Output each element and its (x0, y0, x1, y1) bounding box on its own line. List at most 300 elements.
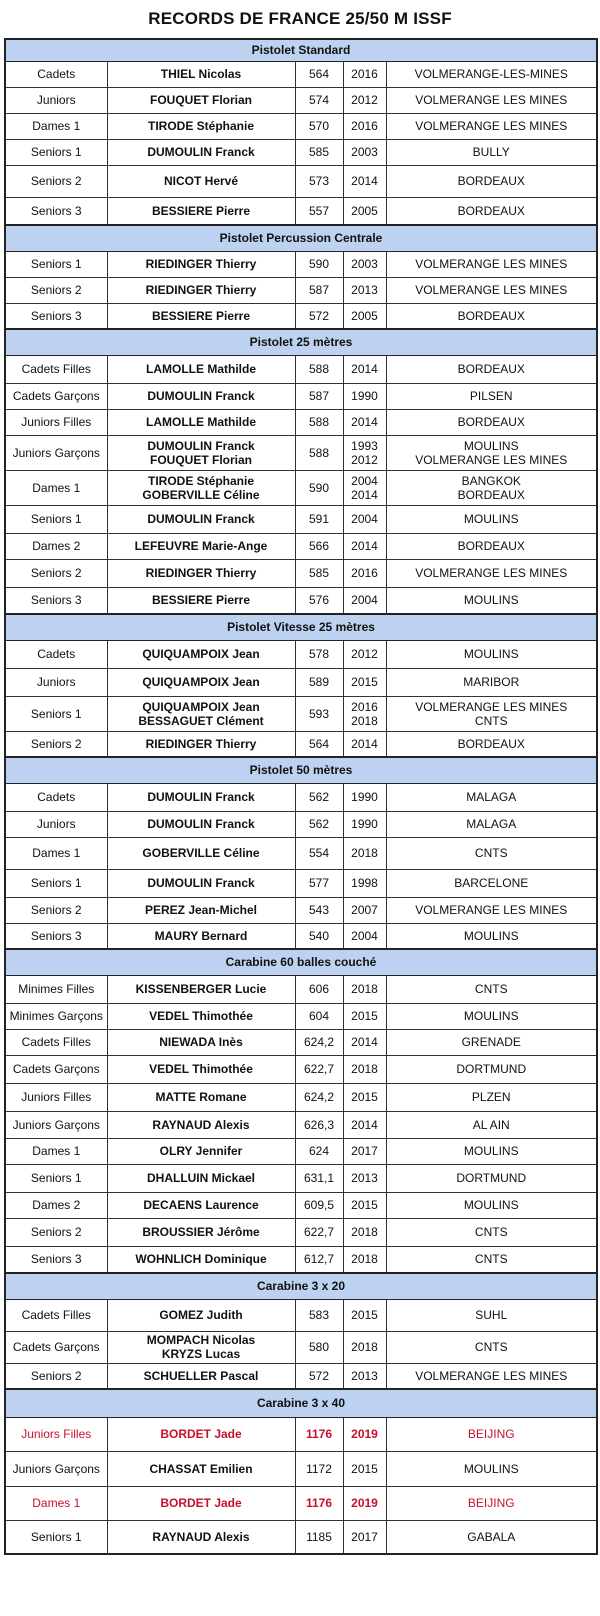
shooter-name-cell (107, 409, 295, 435)
cell-line: BESSIERE Pierre (151, 308, 251, 323)
year-cell (343, 1083, 386, 1111)
score-cell: 626,3 (295, 1111, 343, 1138)
cell-line: 2004 (351, 473, 378, 488)
cell-line: PEREZ Jean-Michel (144, 903, 258, 917)
record-row (5, 197, 597, 225)
shooter-name-cell (107, 87, 295, 113)
category-cell: Cadets Garçons (5, 1331, 107, 1363)
category-cell: Cadets (5, 783, 107, 811)
cell-line: LEFEUVRE Marie-Ange (134, 539, 268, 553)
page-title: RECORDS DE FRANCE 25/50 M ISSF (148, 9, 452, 28)
cell-line: 2018 (351, 1340, 378, 1354)
category-cell: Cadets (5, 61, 107, 87)
record-row (5, 640, 597, 668)
record-row (5, 470, 597, 505)
year-cell (343, 197, 386, 225)
score-cell: 573 (295, 165, 343, 197)
shooter-name-cell (107, 435, 295, 470)
place-cell (386, 251, 597, 277)
cell-line: PILSEN (469, 389, 513, 403)
place-cell (386, 470, 597, 505)
cell-line: MOULINS (463, 512, 519, 526)
shooter-name-cell (107, 1003, 295, 1029)
score-cell: 1172 (295, 1451, 343, 1486)
category-cell: Seniors 1 (5, 1520, 107, 1554)
record-row (5, 1003, 597, 1029)
records-table (4, 38, 598, 1555)
shooter-name-cell (107, 1218, 295, 1246)
shooter-name-cell (107, 505, 295, 533)
category-cell: Seniors 3 (5, 303, 107, 329)
year-cell (343, 783, 386, 811)
score-cell: 590 (295, 251, 343, 277)
cell-line: 2016 (351, 566, 378, 580)
cell-line: 2019 (351, 1496, 378, 1510)
place-cell (386, 165, 597, 197)
record-row (5, 1111, 597, 1138)
place-cell (386, 783, 597, 811)
cell-line: VOLMERANGE LES MINES (415, 283, 568, 297)
place-cell (386, 869, 597, 897)
cell-line: CHASSAT Emilien (149, 1461, 253, 1476)
record-row (5, 1083, 597, 1111)
cell-line: GOMEZ Judith (159, 1308, 243, 1322)
score-cell: 585 (295, 559, 343, 587)
section-title: Carabine 3 x 40 (5, 1389, 597, 1417)
record-row (5, 869, 597, 897)
shooter-name-cell (107, 197, 295, 225)
cell-line: LAMOLLE Mathilde (146, 362, 256, 376)
place-cell (386, 1331, 597, 1363)
cell-line: BESSAGUET Clément (138, 713, 264, 728)
cell-line: 2014 (351, 487, 378, 502)
category-cell: Cadets (5, 640, 107, 668)
place-cell (386, 1138, 597, 1164)
year-cell (343, 1111, 386, 1138)
record-row (5, 1164, 597, 1192)
category-cell: Juniors Garçons (5, 435, 107, 470)
year-cell (343, 1003, 386, 1029)
cell-line: MARIBOR (463, 675, 520, 689)
cell-line: 2017 (351, 1144, 378, 1158)
cell-line: 2014 (351, 174, 378, 188)
cell-line: MOULINS (463, 438, 519, 453)
section-title: Pistolet Percussion Centrale (5, 225, 597, 251)
year-cell (343, 1218, 386, 1246)
category-cell: Dames 1 (5, 1138, 107, 1164)
cell-line: RIEDINGER Thierry (145, 566, 257, 580)
year-cell (343, 696, 386, 731)
cell-line: CNTS (474, 1340, 508, 1354)
place-cell (386, 1111, 597, 1138)
year-cell (343, 640, 386, 668)
score-cell: 543 (295, 897, 343, 923)
shooter-name-cell (107, 1246, 295, 1273)
record-row (5, 113, 597, 139)
category-cell: Seniors 2 (5, 1363, 107, 1389)
category-cell: Seniors 3 (5, 587, 107, 614)
cell-line: QUIQUAMPOIX Jean (142, 647, 260, 661)
year-cell (343, 1138, 386, 1164)
cell-line: MOULINS (463, 1009, 519, 1023)
place-cell (386, 587, 597, 614)
place-cell (386, 505, 597, 533)
category-cell: Juniors Garçons (5, 1451, 107, 1486)
year-cell (343, 975, 386, 1003)
cell-line: MOULINS (463, 1461, 519, 1476)
category-cell: Seniors 3 (5, 1246, 107, 1273)
record-row (5, 1055, 597, 1083)
place-cell (386, 640, 597, 668)
year-cell (343, 435, 386, 470)
cell-line: 2015 (351, 1461, 378, 1476)
record-row (5, 811, 597, 837)
cell-line: CNTS (474, 1252, 508, 1267)
cell-line: 2012 (351, 647, 378, 661)
record-row (5, 1192, 597, 1218)
cell-line: RIEDINGER Thierry (145, 257, 257, 271)
score-cell: 588 (295, 409, 343, 435)
year-cell (343, 1029, 386, 1055)
record-row (5, 587, 597, 614)
place-cell (386, 1520, 597, 1554)
score-cell: 572 (295, 303, 343, 329)
score-cell: 566 (295, 533, 343, 559)
year-cell (343, 355, 386, 383)
cell-line: 2013 (351, 283, 378, 297)
place-cell (386, 1218, 597, 1246)
cell-line: VEDEL Thimothée (149, 1062, 253, 1076)
score-cell: 1185 (295, 1520, 343, 1554)
cell-line: BORDEAUX (457, 308, 525, 323)
score-cell: 574 (295, 87, 343, 113)
year-cell (343, 87, 386, 113)
section-header-row (5, 614, 597, 640)
cell-line: BORDEAUX (457, 203, 525, 218)
score-cell: 580 (295, 1331, 343, 1363)
category-cell: Juniors (5, 668, 107, 696)
shooter-name-cell (107, 303, 295, 329)
shooter-name-cell (107, 1363, 295, 1389)
cell-line: 2012 (351, 93, 378, 107)
place-cell (386, 1029, 597, 1055)
place-cell (386, 923, 597, 949)
cell-line: DUMOULIN Franck (147, 512, 255, 526)
category-cell: Minimes Filles (5, 975, 107, 1003)
place-cell (386, 731, 597, 757)
year-cell (343, 165, 386, 197)
place-cell (386, 139, 597, 165)
shooter-name-cell (107, 668, 295, 696)
shooter-name-cell (107, 1055, 295, 1083)
year-cell (343, 869, 386, 897)
cell-line: 1990 (351, 389, 378, 403)
section-header-row (5, 329, 597, 355)
cell-line: 2018 (351, 982, 378, 996)
place-cell (386, 197, 597, 225)
year-cell (343, 1363, 386, 1389)
cell-line: DUMOULIN Franck (147, 438, 255, 453)
year-cell (343, 731, 386, 757)
record-row (5, 1029, 597, 1055)
score-cell: 583 (295, 1299, 343, 1331)
year-cell (343, 1055, 386, 1083)
place-cell (386, 1417, 597, 1451)
record-row (5, 87, 597, 113)
category-cell: Juniors Filles (5, 1083, 107, 1111)
shooter-name-cell (107, 470, 295, 505)
category-cell: Dames 2 (5, 533, 107, 559)
cell-line: DECAENS Laurence (143, 1198, 259, 1212)
record-row (5, 975, 597, 1003)
cell-line: VOLMERANGE LES MINES (415, 1368, 568, 1383)
shooter-name-cell (107, 1138, 295, 1164)
cell-line: DUMOULIN Franck (147, 145, 255, 159)
cell-line: 2018 (351, 713, 378, 728)
record-row (5, 277, 597, 303)
cell-line: BARCELONE (454, 876, 529, 890)
cell-line: 2014 (351, 362, 378, 376)
category-cell: Seniors 1 (5, 869, 107, 897)
record-row (5, 409, 597, 435)
category-cell: Dames 1 (5, 1486, 107, 1520)
score-cell: 622,7 (295, 1055, 343, 1083)
cell-line: DUMOULIN Franck (147, 817, 255, 831)
year-cell (343, 1417, 386, 1451)
cell-line: VEDEL Thimothée (149, 1009, 253, 1023)
year-cell (343, 303, 386, 329)
place-cell (386, 87, 597, 113)
place-cell (386, 1486, 597, 1520)
category-cell: Seniors 2 (5, 277, 107, 303)
cell-line: FOUQUET Florian (150, 93, 252, 107)
cell-line: 2015 (351, 1009, 378, 1023)
shooter-name-cell (107, 696, 295, 731)
cell-line: 2007 (351, 903, 378, 917)
score-cell: 588 (295, 355, 343, 383)
cell-line: MOULINS (463, 647, 519, 661)
year-cell (343, 837, 386, 869)
section-header-row (5, 949, 597, 975)
record-row (5, 383, 597, 409)
cell-line: QUIQUAMPOIX Jean (142, 675, 260, 689)
shooter-name-cell (107, 975, 295, 1003)
section-title: Pistolet Standard (5, 39, 597, 61)
cell-line: 2016 (351, 699, 378, 714)
score-cell: 554 (295, 837, 343, 869)
shooter-name-cell (107, 587, 295, 614)
cell-line: KISSENBERGER Lucie (135, 982, 267, 996)
place-cell (386, 1451, 597, 1486)
category-cell: Seniors 2 (5, 897, 107, 923)
record-row (5, 783, 597, 811)
shooter-name-cell (107, 113, 295, 139)
shooter-name-cell (107, 1029, 295, 1055)
cell-line: BORDEAUX (457, 174, 525, 188)
cell-line: 2014 (351, 1035, 378, 1049)
shooter-name-cell (107, 165, 295, 197)
category-cell: Juniors Filles (5, 409, 107, 435)
score-cell: 1176 (295, 1417, 343, 1451)
cell-line: 2018 (351, 1225, 378, 1239)
cell-line: MALAGA (466, 790, 517, 804)
shooter-name-cell (107, 731, 295, 757)
record-row (5, 1417, 597, 1451)
record-row (5, 303, 597, 329)
score-cell: 631,1 (295, 1164, 343, 1192)
category-cell: Seniors 1 (5, 696, 107, 731)
cell-line: 2015 (351, 675, 378, 689)
year-cell (343, 1331, 386, 1363)
shooter-name-cell (107, 1520, 295, 1554)
score-cell: 562 (295, 811, 343, 837)
year-cell (343, 505, 386, 533)
score-cell: 572 (295, 1363, 343, 1389)
score-cell: 590 (295, 470, 343, 505)
cell-line: NIEWADA Inès (159, 1035, 243, 1049)
year-cell (343, 897, 386, 923)
shooter-name-cell (107, 61, 295, 87)
cell-line: CNTS (474, 713, 508, 728)
section-title: Pistolet Vitesse 25 mètres (5, 614, 597, 640)
score-cell: 564 (295, 731, 343, 757)
score-cell: 540 (295, 923, 343, 949)
place-cell (386, 409, 597, 435)
record-row (5, 505, 597, 533)
cell-line: AL AIN (472, 1117, 510, 1132)
section-header-row (5, 1389, 597, 1417)
shooter-name-cell (107, 640, 295, 668)
year-cell (343, 811, 386, 837)
category-cell: Cadets Garçons (5, 1055, 107, 1083)
cell-line: DHALLUIN Mickael (146, 1171, 256, 1185)
cell-line: MOULINS (463, 1198, 519, 1212)
cell-line: 2012 (351, 452, 378, 467)
place-cell (386, 303, 597, 329)
record-row (5, 1486, 597, 1520)
record-row (5, 897, 597, 923)
category-cell: Juniors (5, 87, 107, 113)
cell-line: DORTMUND (456, 1062, 527, 1076)
cell-line: DUMOULIN Franck (147, 876, 255, 890)
shooter-name-cell (107, 559, 295, 587)
year-cell (343, 470, 386, 505)
cell-line: MALAGA (466, 817, 517, 831)
cell-line: 2003 (351, 257, 378, 271)
cell-line: 1990 (351, 817, 378, 831)
cell-line: 1993 (351, 438, 378, 453)
category-cell: Dames 1 (5, 470, 107, 505)
shooter-name-cell (107, 1164, 295, 1192)
cell-line: VOLMERANGE-LES-MINES (414, 67, 568, 81)
cell-line: BEIJING (467, 1427, 515, 1441)
record-row (5, 1451, 597, 1486)
year-cell (343, 1486, 386, 1520)
section-title: Pistolet 25 mètres (5, 329, 597, 355)
year-cell (343, 383, 386, 409)
category-cell: Seniors 3 (5, 923, 107, 949)
year-cell (343, 1299, 386, 1331)
cell-line: RAYNAUD Alexis (152, 1117, 250, 1132)
cell-line: VOLMERANGE LES MINES (415, 257, 568, 271)
record-row (5, 1218, 597, 1246)
shooter-name-cell (107, 383, 295, 409)
year-cell (343, 277, 386, 303)
cell-line: BESSIERE Pierre (151, 203, 251, 218)
place-cell (386, 383, 597, 409)
record-row (5, 668, 597, 696)
category-cell: Cadets Garçons (5, 383, 107, 409)
record-row (5, 731, 597, 757)
year-cell (343, 668, 386, 696)
record-row (5, 1363, 597, 1389)
cell-line: 2014 (351, 415, 378, 429)
cell-line: 2018 (351, 1062, 378, 1076)
category-cell: Seniors 2 (5, 559, 107, 587)
place-cell (386, 113, 597, 139)
score-cell: 578 (295, 640, 343, 668)
year-cell (343, 587, 386, 614)
score-cell: 622,7 (295, 1218, 343, 1246)
section-header-row (5, 757, 597, 783)
year-cell (343, 251, 386, 277)
year-cell (343, 113, 386, 139)
score-cell: 557 (295, 197, 343, 225)
score-cell: 624,2 (295, 1083, 343, 1111)
cell-line: CNTS (474, 1225, 508, 1239)
record-row (5, 1299, 597, 1331)
cell-line: VOLMERANGE LES MINES (415, 93, 568, 107)
record-row (5, 1138, 597, 1164)
score-cell: 587 (295, 383, 343, 409)
record-row (5, 1520, 597, 1554)
shooter-name-cell (107, 923, 295, 949)
category-cell: Dames 1 (5, 837, 107, 869)
score-cell: 562 (295, 783, 343, 811)
cell-line: GOBERVILLE Céline (142, 487, 260, 502)
shooter-name-cell (107, 783, 295, 811)
score-cell: 593 (295, 696, 343, 731)
category-cell: Seniors 1 (5, 251, 107, 277)
category-cell: Dames 2 (5, 1192, 107, 1218)
cell-line: MATTE Romane (155, 1090, 247, 1104)
score-cell: 609,5 (295, 1192, 343, 1218)
place-cell (386, 837, 597, 869)
place-cell (386, 1003, 597, 1029)
place-cell (386, 1055, 597, 1083)
place-cell (386, 1164, 597, 1192)
place-cell (386, 1363, 597, 1389)
category-cell: Seniors 1 (5, 139, 107, 165)
score-cell: 589 (295, 668, 343, 696)
cell-line: BEIJING (467, 1496, 515, 1510)
record-row (5, 139, 597, 165)
category-cell: Minimes Garçons (5, 1003, 107, 1029)
shooter-name-cell (107, 1486, 295, 1520)
cell-line: QUIQUAMPOIX Jean (142, 699, 260, 714)
cell-line: 2018 (351, 846, 378, 860)
cell-line: 2017 (351, 1529, 378, 1544)
category-cell: Seniors 2 (5, 165, 107, 197)
cell-line: BORDEAUX (457, 539, 525, 553)
record-row (5, 251, 597, 277)
cell-line: KRYZS Lucas (161, 1347, 241, 1361)
year-cell (343, 1246, 386, 1273)
place-cell (386, 897, 597, 923)
shooter-name-cell (107, 1083, 295, 1111)
score-cell: 570 (295, 113, 343, 139)
record-row (5, 923, 597, 949)
